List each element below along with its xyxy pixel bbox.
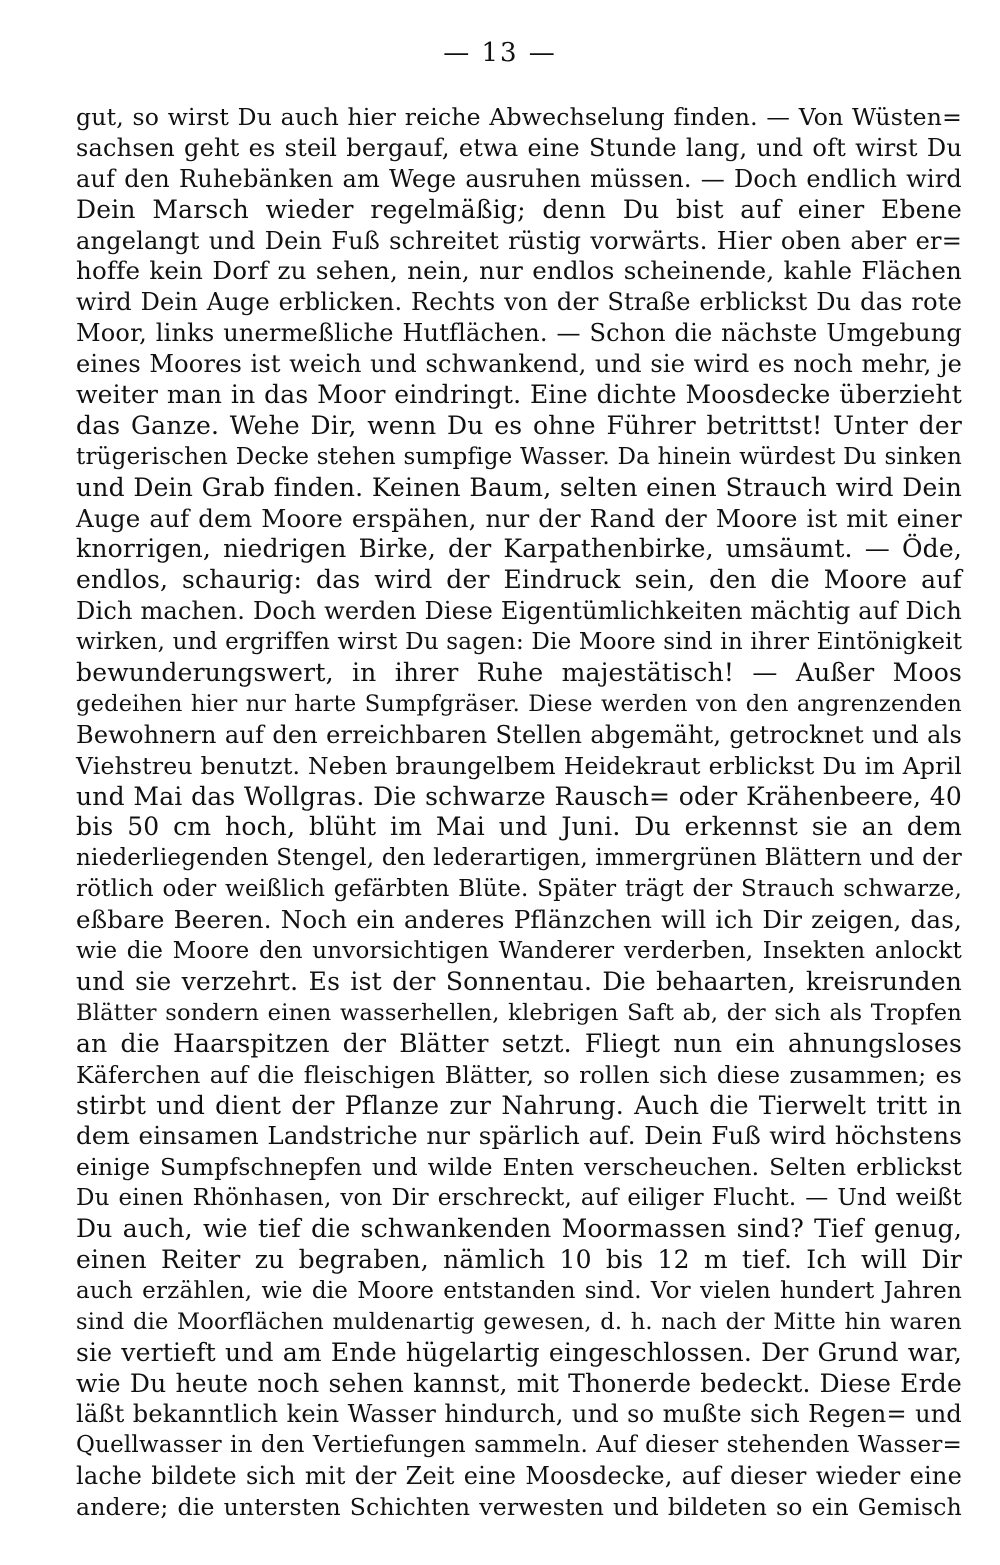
text-line: an die Haarspitzen der Blätter setzt. Fliegt nun ein ahnungsloses — [76, 1028, 962, 1058]
text-line: hoffe kein Dorf zu sehen, nein, nur endlos scheinende, kahle Flächen — [76, 256, 962, 286]
text-line: bewunderungswert, in ihrer Ruhe majestätisch! — Außer Moos — [76, 658, 962, 688]
text-line: eines Moores ist weich und schwankend, und sie wird es noch mehr, je — [76, 350, 962, 379]
text-line: und sie verzehrt. Es ist der Sonnentau. Die behaarten, kreisrunden — [76, 966, 962, 996]
text-line: dem einsamen Landstriche nur spärlich auf. Dein Fuß wird höchstens — [76, 1121, 962, 1151]
text-line: sachsen geht es steil bergauf, etwa eine Stunde lang, und oft wirst Du — [76, 133, 962, 162]
text-line: das Ganze. Wehe Dir, wenn Du es ohne Führer betrittst! Unter der — [76, 410, 962, 440]
text-line: Blätter sondern einen wasserhellen, klebrigen Saft ab, der sich als Tropfen — [76, 999, 962, 1026]
text-line: Du auch, wie tief die schwankenden Moormassen sind? Tief genug, — [76, 1214, 962, 1244]
text-line: trügerischen Decke stehen sumpfige Wasser. Da hinein würdest Du sinken — [76, 443, 962, 470]
text-line: wie Du heute noch sehen kannst, mit Thonerde bedeckt. Diese Erde — [76, 1368, 962, 1398]
text-line: lache bildete sich mit der Zeit eine Moosdecke, auf dieser wieder eine — [76, 1462, 962, 1491]
text-line: Dein Marsch wieder regelmäßig; denn Du bist auf einer Ebene — [76, 194, 962, 224]
text-line: Quellwasser in den Vertiefungen sammeln. Auf dieser stehenden Wasser= — [76, 1432, 962, 1459]
text-line: Bewohnern auf den erreichbaren Stellen abgemäht, getrocknet und als — [76, 720, 962, 749]
text-line: weiter man in das Moor eindringt. Eine dichte Moosdecke überzieht — [76, 380, 962, 410]
text-line: und Mai das Wollgras. Die schwarze Rausch= oder Krähenbeere, 40 — [76, 781, 962, 811]
text-line: auf den Ruhebänken am Wege ausruhen müssen. — Doch endlich wird — [76, 164, 962, 193]
text-line: Viehstreu benutzt. Neben braungelbem Heidekraut erblickst Du im April — [76, 751, 962, 780]
text-line: gedeihen hier nur harte Sumpfgräser. Diese werden von den angrenzenden — [76, 690, 962, 717]
text-line: einen Reiter zu begraben, nämlich 10 bis 12 m tief. Ich will Dir — [76, 1244, 962, 1274]
text-line: Dich machen. Doch werden Diese Eigentümlichkeiten mächtig auf Dich — [76, 597, 962, 626]
text-line: knorrigen, niedrigen Birke, der Karpathenbirke, umsäumt. — Öde, — [76, 534, 962, 564]
text-line: niederliegenden Stengel, den lederartigen, immergrünen Blättern und der — [76, 845, 962, 872]
text-line: Moor, links unermeßliche Hutflächen. — Schon die nächste Umgebung — [76, 319, 962, 348]
body-text — [76, 102, 962, 1523]
text-line: wirken, und ergriffen wirst Du sagen: Die Moore sind in ihrer Eintönigkeit — [76, 629, 963, 656]
text-line: einige Sumpfschnepfen und wilde Enten verscheuchen. Selten erblickst — [76, 1153, 962, 1182]
text-line: angelangt und Dein Fuß schreitet rüstig vorwärts. Hier oben aber er= — [76, 226, 962, 255]
text-line: auch erzählen, wie die Moore entstanden sind. Vor vielen hundert Jahren — [76, 1277, 962, 1304]
text-line: andere; die untersten Schichten verwesten und bildeten so ein Gemisch — [76, 1493, 962, 1522]
text-line: und Dein Grab finden. Keinen Baum, selten einen Strauch wird Dein — [76, 472, 962, 502]
text-line: Auge auf dem Moore erspähen, nur der Rand der Moore ist mit einer — [76, 503, 962, 533]
text-line: wird Dein Auge erblicken. Rechts von der Straße erblickst Du das rote — [76, 288, 962, 317]
text-line: bis 50 cm hoch, blüht im Mai und Juni. Du erkennst sie an dem — [76, 812, 962, 842]
text-line: eßbare Beeren. Noch ein anderes Pflänzchen will ich Dir zeigen, das, — [76, 905, 962, 935]
page-number: — 13 — — [443, 38, 557, 68]
text-line: wie die Moore den unvorsichtigen Wanderer verderben, Insekten anlockt — [76, 938, 962, 965]
text-line: Du einen Rhönhasen, von Dir erschreckt, auf eiliger Flucht. — Und weißt — [76, 1185, 962, 1212]
text-line: stirbt und dient der Pflanze zur Nahrung. Auch die Tierwelt tritt in — [76, 1090, 962, 1120]
text-line: endlos, schaurig: das wird der Eindruck sein, den die Moore auf — [76, 565, 962, 595]
text-line: sie vertieft und am Ende hügelartig eingeschlossen. Der Grund war, — [76, 1337, 962, 1367]
text-line: Käferchen auf die fleischigen Blätter, so rollen sich diese zusammen; es — [76, 1060, 962, 1089]
text-line: sind die Moorflächen muldenartig gewesen, d. h. nach der Mitte hin waren — [76, 1308, 962, 1335]
text-line: gut, so wirst Du auch hier reiche Abwechselung finden. — Von Wüsten= — [76, 103, 962, 131]
text-line: läßt bekanntlich kein Wasser hindurch, und so mußte sich Regen= und — [76, 1400, 962, 1429]
text-line: rötlich oder weißlich gefärbten Blüte. Später trägt der Strauch schwarze, — [76, 876, 962, 903]
